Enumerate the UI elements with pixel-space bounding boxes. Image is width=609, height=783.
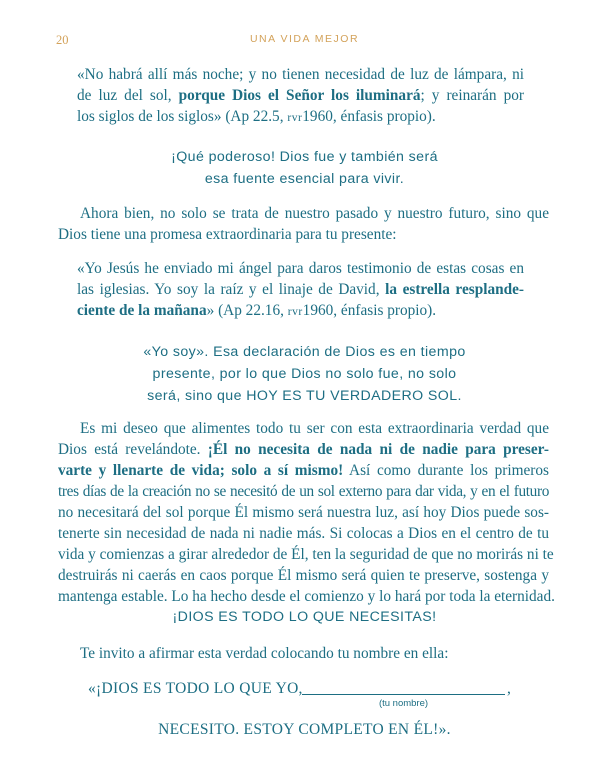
para2-emphasis: ¡Él no necesita de nada ni de nadie para preser- xyxy=(207,441,549,458)
quote1-line-1: «No habrá allí más noche; y no tienen necesidad de luz de lámpara, ni xyxy=(77,66,524,83)
para1-line-1: Ahora bien, no solo se trata de nuestro pasado y nuestro futuro, sino que xyxy=(80,205,549,222)
para1-line-2: Dios tiene una promesa extraordinaria para tu presente: xyxy=(58,226,397,243)
quote1-text: 1960, énfasis propio). xyxy=(302,108,436,125)
declaration-comma: , xyxy=(507,680,511,697)
paragraph-1 xyxy=(58,203,549,245)
para2-line-2 xyxy=(58,439,549,460)
version-abbrev: rvr xyxy=(287,112,303,124)
callout-1 xyxy=(0,146,609,190)
para2-line-1: Es mi deseo que alimentes todo tu ser con esta extraordinaria verdad que xyxy=(80,420,549,437)
callout-3 xyxy=(0,606,609,628)
declaration-end: NECESITO. ESTOY COMPLETO EN ÉL!». xyxy=(158,721,451,738)
paragraph-2 xyxy=(58,418,555,607)
para3-line-1: Te invito a afirmar esta verdad colocando tu nombre en ella: xyxy=(80,645,449,662)
quote1-emphasis: porque Dios el Señor los iluminará xyxy=(178,87,421,104)
para2-line-6: tenerte sin necesidad de nada ni nadie más. Si colocas a Dios en el centro de tu xyxy=(58,525,549,542)
quote2-text: las iglesias. Yo soy la raíz y el linaje de David, xyxy=(77,281,386,298)
paragraph-3 xyxy=(58,643,549,664)
quote1-text: los siglos de los siglos» (Ap 22.5, xyxy=(77,108,288,125)
quote2-line-3 xyxy=(77,300,524,323)
callout1-line-2: esa fuente esencial para vivir. xyxy=(204,171,405,187)
quote2-emphasis: ciente de la mañana xyxy=(77,302,207,319)
quote2-emphasis: la estrella resplande- xyxy=(385,281,524,298)
callout-2 xyxy=(0,341,609,407)
para2-line-7: vida y comienzas a girar alrededor de Él, ten la seguridad de que no morirás ni te xyxy=(58,546,554,563)
quote1-text: de luz del sol, xyxy=(77,87,179,104)
para2-line-5: no necesitará del sol porque Él mismo será nuestra luz, así hoy Dios puede sos- xyxy=(58,504,549,521)
para2-line-8: destruirás ni caerás en caos porque Él mismo será quien te preserve, sostenga y xyxy=(58,567,549,584)
callout2-line-2: presente, por lo que Dios no solo fue, no solo xyxy=(152,366,457,382)
quote1-text: ; y reinarán por xyxy=(420,87,524,104)
quote2-line-2 xyxy=(77,279,524,300)
quote-block-2 xyxy=(77,258,524,323)
para2-line-4: tres días de la creación no se necesitó de un sol externo para dar vida, y en el futuro xyxy=(58,483,549,500)
callout2-line-1: «Yo soy». Esa declaración de Dios es en tiempo xyxy=(143,344,466,360)
quote2-text: » (Ap 22.16, xyxy=(206,302,288,319)
callout2-line-3: será, sino que HOY ES TU VERDADERO SOL. xyxy=(147,388,462,404)
quote-block-1 xyxy=(77,64,524,129)
name-fill-line[interactable] xyxy=(302,694,505,695)
quote1-line-2 xyxy=(77,85,524,106)
para2-text: Dios está revelándote. xyxy=(58,441,208,458)
para2-text: Así como durante los primeros xyxy=(343,462,550,479)
page-number: 20 xyxy=(56,33,69,47)
name-hint: (tu nombre) xyxy=(378,698,429,709)
declaration-start: «¡DIOS ES TODO LO QUE YO, xyxy=(88,680,303,697)
callout3-line-1: ¡DIOS ES TODO LO QUE NECESITAS! xyxy=(172,609,437,625)
para2-line-9: mantenga estable. Lo ha hecho desde el comienzo y lo hará por toda la eternidad. xyxy=(58,588,555,605)
version-abbrev: rvr xyxy=(287,306,303,318)
quote2-line-1: «Yo Jesús he enviado mi ángel para daros testimonio de estas cosas en xyxy=(77,260,524,277)
running-head: UNA VIDA MEJOR xyxy=(249,33,360,45)
para2-emphasis: varte y llenarte de vida; solo a sí mismo! xyxy=(58,462,344,479)
quote2-text: 1960, énfasis propio). xyxy=(302,302,437,319)
para2-line-3 xyxy=(58,460,549,481)
callout1-line-1: ¡Qué poderoso! Dios fue y también será xyxy=(171,149,438,165)
quote1-line-3 xyxy=(77,106,524,129)
